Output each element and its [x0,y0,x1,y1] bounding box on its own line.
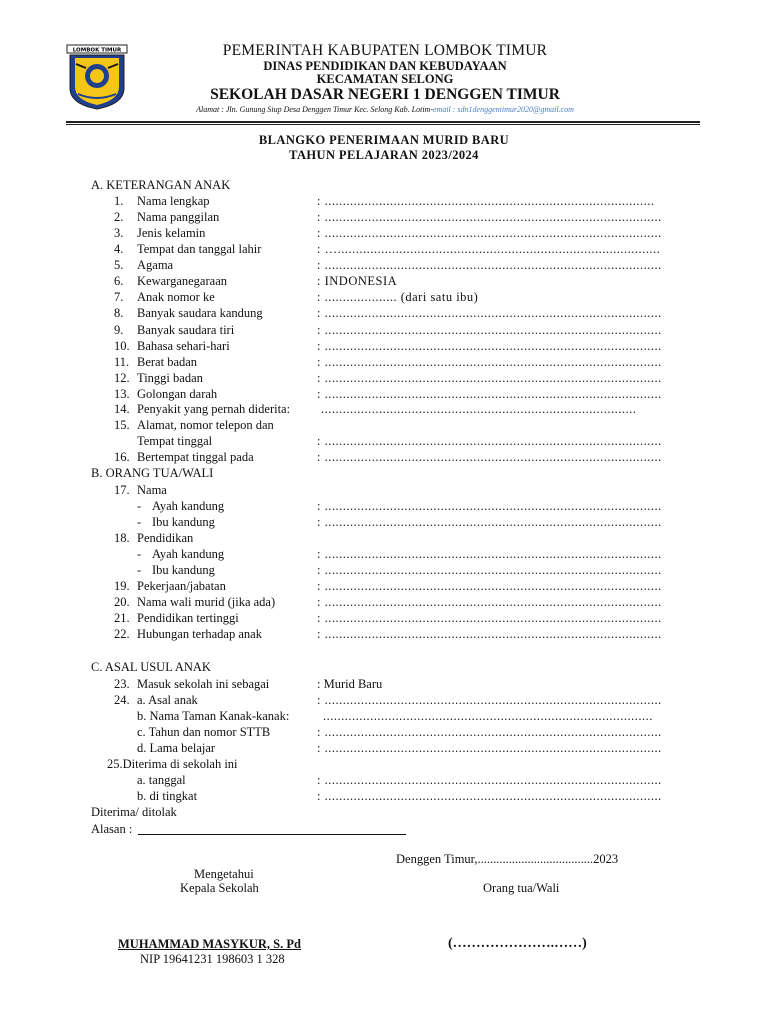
item-value: ........................................................................................... [323,709,653,723]
header-district: KECAMATAN SELONG [316,72,454,86]
item-label: Tempat dan tanggal lahir [137,242,262,257]
item-label: Pekerjaan/jabatan [137,579,226,593]
item-label: Pendidikan [137,531,194,545]
item-label: Banyak saudara tiri [137,322,235,337]
item-number: 8. [114,306,124,321]
item-label: Ibu kandung [152,515,215,529]
item-value: : ............................................................................................. [317,627,662,641]
item-label: a. tanggal [137,773,186,787]
item-label: Banyak saudara kandung [137,306,263,321]
item-value: : ............................................................................................. [317,515,662,529]
item-value: : .................... (dari satu ibu) [317,290,479,305]
item-value: : ............................................................................................. [317,210,662,225]
item-number: 14. [114,402,130,416]
header-government: PEMERINTAH KABUPATEN LOMBOK TIMUR [222,42,548,59]
item-label: Agama [137,258,174,273]
item-label: Tempat tinggal [137,434,213,448]
item-number: 24. [114,693,130,707]
item-value: : ............................................................................................. [317,789,662,803]
item-value: : ............................................................................................. [317,741,662,755]
item-dash: - [137,499,142,513]
place-date: Denggen Timur,.....................................2023 [396,852,619,866]
item-value: : ............................................................................................. [317,547,662,561]
item-value: : ............................................................................................. [317,434,662,448]
item-label: Nama lengkap [137,194,210,208]
item-value: ....................................................................................... [321,402,637,416]
item-label: Bahasa sehari-hari [137,338,230,353]
item-value: : ............................................................................................. [317,306,662,321]
regency-logo [66,44,128,110]
school-address [120,105,650,114]
item-number: 11. [114,354,130,369]
item-label: Tinggi badan [137,370,203,385]
principal-name: MUHAMMAD MASYKUR, S. Pd [118,937,301,951]
school-email: email : sdn1denggentimur2020@gmail.com [432,105,574,114]
item-value: : ............................................................................................. [317,258,662,273]
item-label: Berat badan [137,354,198,369]
principal-title: Kepala Sekolah [180,881,259,895]
item-label: Golongan darah [137,386,218,401]
section-b-heading: B. ORANG TUA/WALI [91,466,214,480]
item-number: 17. [114,483,130,497]
item-number: 20. [114,595,130,609]
item-number: 22. [114,627,130,641]
item-number: 10. [114,338,130,353]
item-number: 1. [114,194,124,208]
item-label: Pendidikan tertinggi [137,611,239,625]
item-value: : ............................................................................................. [317,693,662,707]
item-value: : ............................................................................................. [317,773,662,787]
item-number: 12. [114,370,130,385]
item-value: : ............................................................................................. [317,595,662,609]
item-label: Ayah kandung [152,547,225,561]
header-rule-thick [66,121,700,123]
acknowledged-label: Mengetahui [194,867,254,881]
accepted-rejected-label: Diterima/ ditolak [91,805,177,819]
item-label: Nama wali murid (jika ada) [137,595,276,609]
item-value: : ............................................................................................. [317,226,662,241]
form-subtitle: TAHUN PELAJARAN 2023/2024 [289,148,479,162]
item-label: Penyakit yang pernah diderita: [137,402,291,416]
header-department: DINAS PENDIDIKAN DAN KEBUDAYAAN [263,59,507,73]
item-number: 21. [114,611,130,625]
item-label: Hubungan terhadap anak [137,627,262,641]
item-label: Bertempat tinggal pada [137,450,254,464]
item-dash: - [137,515,142,529]
section-c-heading: C. ASAL USUL ANAK [91,660,211,674]
logo-text: LOMBOK TIMUR [72,47,122,54]
item-label: Kewarganegaraan [137,274,227,289]
item-number: 5. [114,258,124,273]
section-a-heading: A. KETERANGAN ANAK [91,178,231,192]
item-number: 15. [114,418,130,432]
item-value: : ............................................................................................. [317,386,662,401]
item-label: Ayah kandung [152,499,225,513]
item-number: 4. [114,242,124,257]
item-value: : ............................................................................................. [317,563,662,577]
item-label: c. Tahun dan nomor STTB [137,725,271,739]
item-number: 16. [114,450,130,464]
item-label: Alamat, nomor telepon dan [137,418,274,432]
item-label: b. di tingkat [137,789,198,803]
reason-label: Alasan : [91,822,133,836]
item-value: : ............................................................................................. [317,450,662,464]
item-value: : ............................................................................................. [317,725,662,739]
item-label: 25.Diterima di sekolah ini [107,757,238,771]
item-value: : Murid Baru [317,677,383,691]
item-value: : ............................................................................................. [317,611,662,625]
item-value: : ............................................................................................. [317,370,662,385]
item-value: : ............................................................................................. [317,579,662,593]
item-value: : ............................................................................................. [317,354,662,369]
reason-line [138,834,406,835]
item-value: : ........................................................................................... [317,194,655,208]
item-label: Nama [137,483,167,497]
item-number: 19. [114,579,130,593]
item-dash: - [137,547,142,561]
parent-title: Orang tua/Wali [483,881,560,895]
item-label: Jenis kelamin [137,226,206,241]
header-rule-thin [66,124,700,125]
item-number: 23. [114,677,130,691]
item-number: 3. [114,226,124,241]
header-school-name: SEKOLAH DASAR NEGERI 1 DENGGEN TIMUR [210,86,560,103]
item-dash: - [137,563,142,577]
principal-nip: NIP 19641231 198603 1 328 [140,952,285,966]
address-text: Alamat : Jln. Gunung Siup Desa Denggen Timur Kec. Selong Kab. Lotim- [196,105,433,114]
item-value: : INDONESIA [317,274,398,289]
item-number: 6. [114,274,124,289]
item-value: : ............................................................................................. [317,499,662,513]
item-label: a. Asal anak [137,693,198,707]
parent-signature: (………………….……) [448,936,587,951]
item-value: : ............................................................................................. [317,338,662,353]
item-label: Ibu kandung [152,563,215,577]
item-label: d. Lama belajar [137,741,216,755]
item-number: 9. [114,322,124,337]
item-number: 2. [114,210,124,225]
item-label: Masuk sekolah ini sebagai [137,677,270,691]
item-label: b. Nama Taman Kanak-kanak: [137,709,290,723]
item-value: : …......................................................................................... [317,242,661,257]
item-label: Nama panggilan [137,210,220,225]
item-value: : ............................................................................................. [317,322,662,337]
item-label: Anak nomor ke [137,290,215,305]
item-number: 18. [114,531,130,545]
item-number: 7. [114,290,124,305]
item-number: 13. [114,386,130,401]
form-title: BLANGKO PENERIMAAN MURID BARU [258,133,510,147]
